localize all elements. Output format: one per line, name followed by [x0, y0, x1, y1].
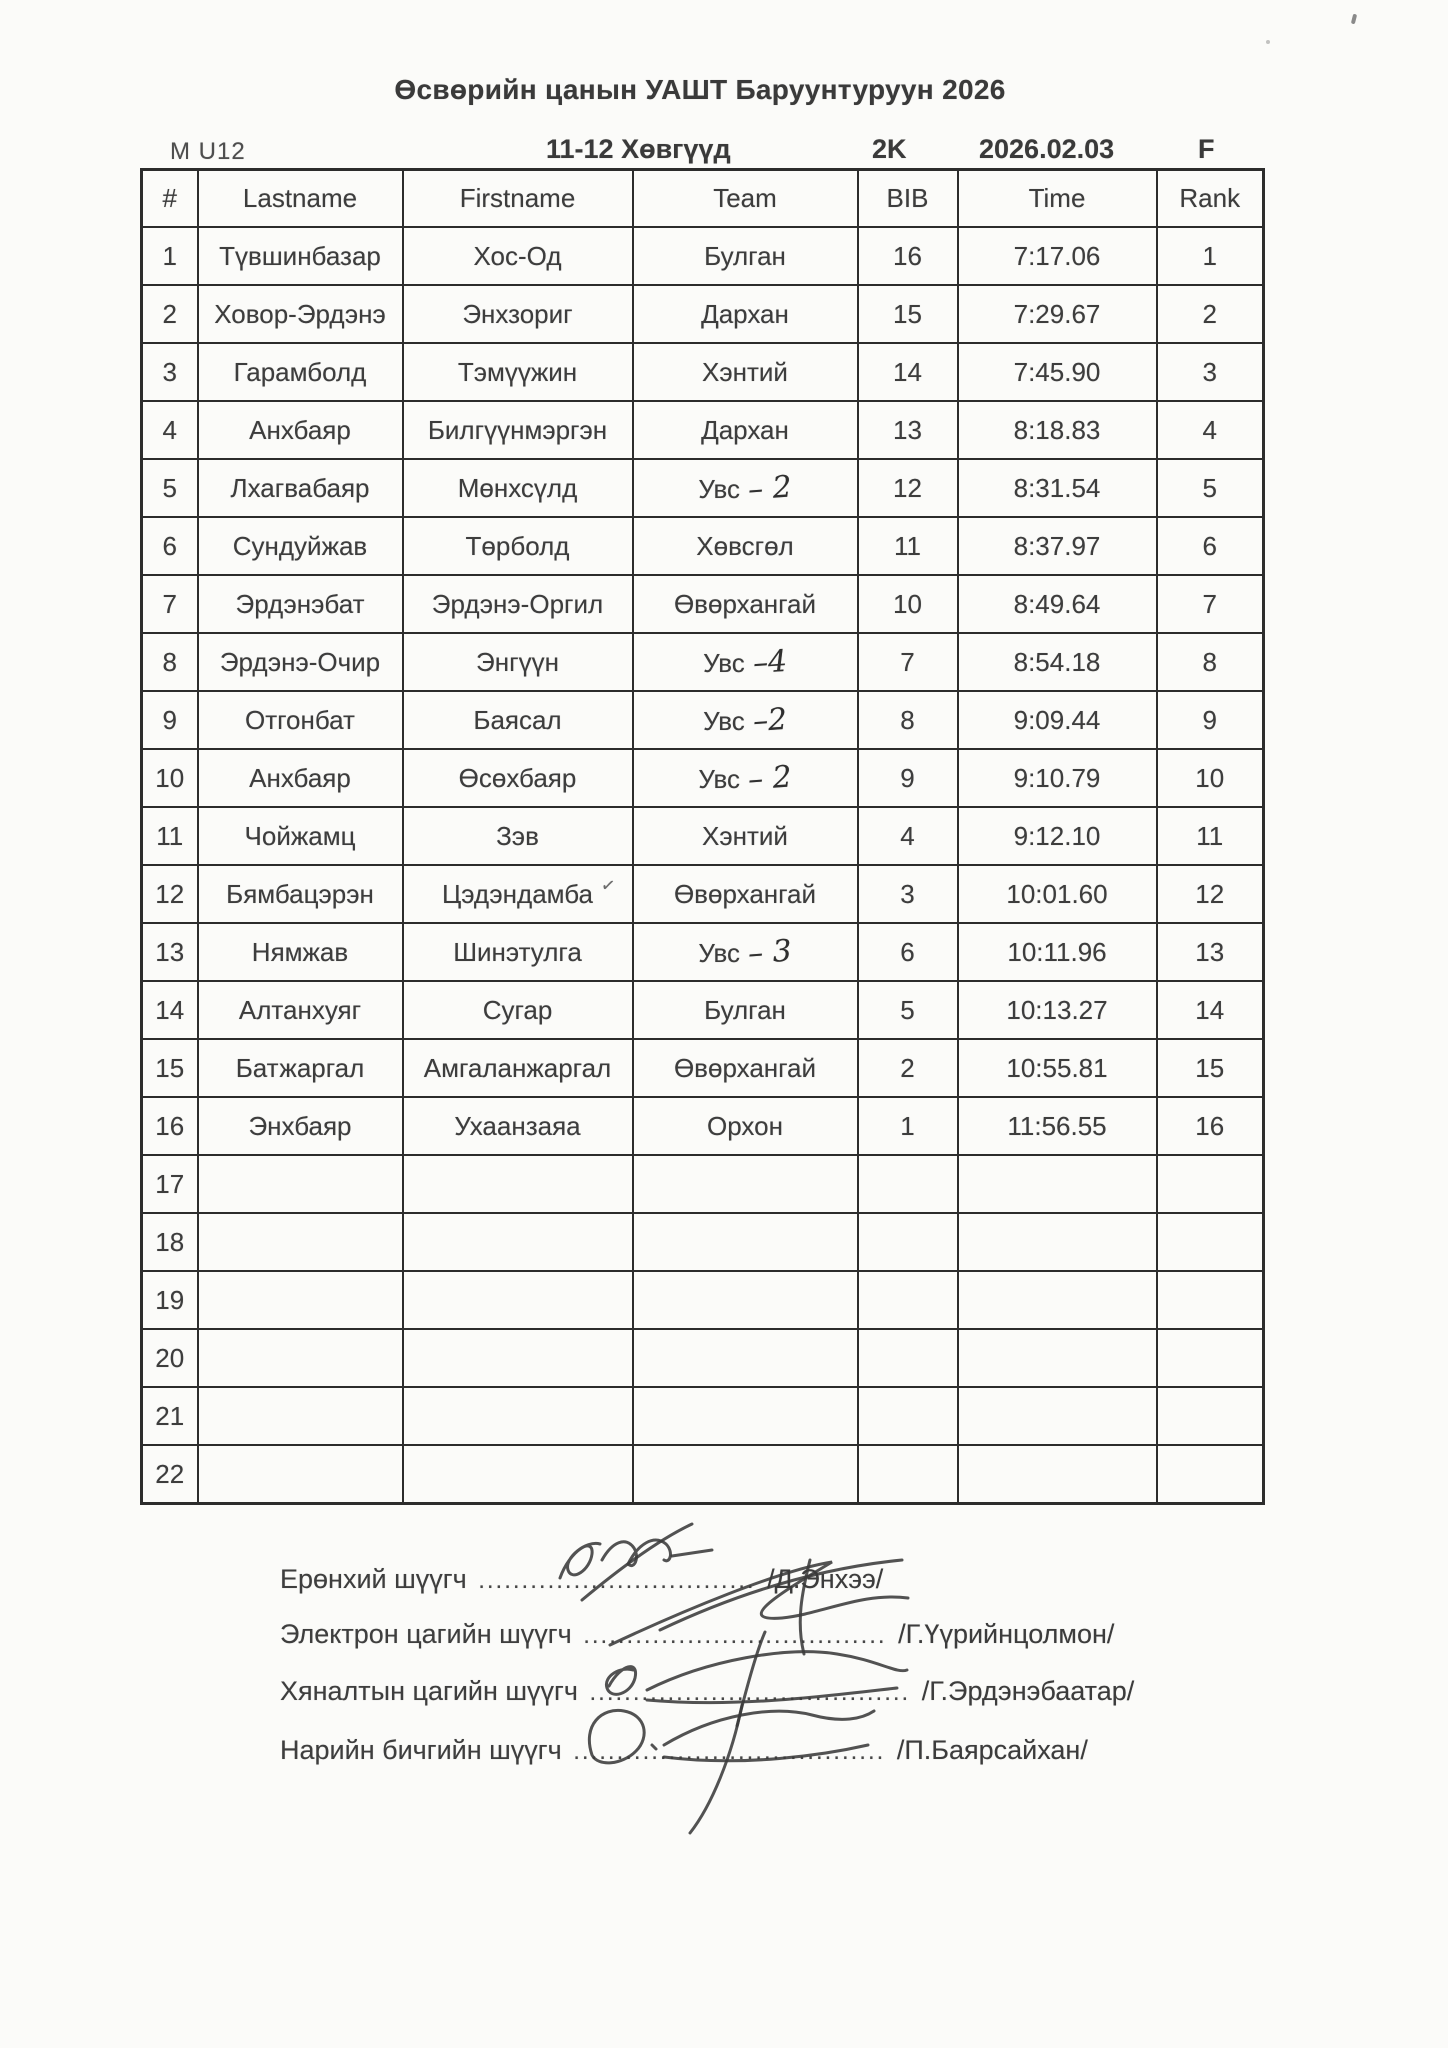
signature-label: Хяналтын цагийн шүүгч [280, 1676, 578, 1706]
cell-firstname: Хос-Од [403, 227, 633, 285]
cell-rank: 8 [1157, 633, 1264, 691]
table-row [142, 459, 1264, 517]
dotted-line: ................................ [478, 1567, 756, 1594]
header-lastname: Lastname [198, 170, 403, 228]
cell-rank: 4 [1157, 401, 1264, 459]
cell-bib: 14 [858, 343, 958, 401]
header-row [142, 170, 1264, 228]
cell-rank: 13 [1157, 923, 1264, 981]
cell-number: 10 [142, 749, 198, 807]
cell-number: 1 [142, 227, 198, 285]
cell-rank: 14 [1157, 981, 1264, 1039]
race-date: 2026.02.03 [979, 134, 1115, 164]
cell-team: Увс –4 [633, 633, 858, 691]
cell-rank [1157, 1271, 1264, 1329]
cell-bib: 6 [858, 923, 958, 981]
cell-number: 3 [142, 343, 198, 401]
cell-firstname [403, 1155, 633, 1213]
cell-team: Хэнтий [633, 343, 858, 401]
cell-lastname [198, 1213, 403, 1271]
scan-speck [1351, 14, 1357, 25]
cell-bib [858, 1213, 958, 1271]
cell-lastname: Сундуйжав [198, 517, 403, 575]
category-code: M U12 [170, 138, 246, 165]
cell-lastname: Түвшинбазар [198, 227, 403, 285]
cell-team: Дархан [633, 401, 858, 459]
cell-lastname: Анхбаяр [198, 401, 403, 459]
cell-time: 9:12.10 [958, 807, 1157, 865]
cell-team: Булган [633, 981, 858, 1039]
cell-bib: 12 [858, 459, 958, 517]
cell-rank: 12 [1157, 865, 1264, 923]
cell-rank [1157, 1213, 1264, 1271]
cell-firstname: Ухаанзаяа [403, 1097, 633, 1155]
cell-team: Хөвсгөл [633, 517, 858, 575]
cell-team: Орхон [633, 1097, 858, 1155]
cell-number: 19 [142, 1271, 198, 1329]
cell-lastname: Анхбаяр [198, 749, 403, 807]
cell-number: 12 [142, 865, 198, 923]
table-row [142, 1039, 1264, 1097]
cell-team: Дархан [633, 285, 858, 343]
cell-rank: 5 [1157, 459, 1264, 517]
cell-rank: 6 [1157, 517, 1264, 575]
cell-rank: 9 [1157, 691, 1264, 749]
cell-bib: 16 [858, 227, 958, 285]
cell-time: 10:01.60 [958, 865, 1157, 923]
cell-number: 22 [142, 1445, 198, 1504]
signature-label: Ерөнхий шүүгч [280, 1564, 467, 1594]
cell-lastname: Алтанхуяг [198, 981, 403, 1039]
cell-lastname: Ховор-Эрдэнэ [198, 285, 403, 343]
cell-firstname: Эрдэнэ-Оргил [403, 575, 633, 633]
dotted-line: ................................... [583, 1622, 887, 1649]
cell-lastname: Чойжамц [198, 807, 403, 865]
cell-team [633, 1445, 858, 1504]
cell-time: 8:37.97 [958, 517, 1157, 575]
dotted-line: ..................................... [589, 1679, 911, 1706]
cell-time: 7:29.67 [958, 285, 1157, 343]
table-row [142, 1213, 1264, 1271]
cell-number: 17 [142, 1155, 198, 1213]
cell-lastname: Эрдэнэ-Очир [198, 633, 403, 691]
cell-time [958, 1387, 1157, 1445]
table-row [142, 1445, 1264, 1504]
cell-number: 9 [142, 691, 198, 749]
cell-firstname: Цэдэндамба ✓ [403, 865, 633, 923]
cell-number: 8 [142, 633, 198, 691]
cell-team: Хэнтий [633, 807, 858, 865]
cell-bib: 8 [858, 691, 958, 749]
header-bib: BIB [858, 170, 958, 228]
cell-rank: 7 [1157, 575, 1264, 633]
cell-time: 11:56.55 [958, 1097, 1157, 1155]
cell-number: 15 [142, 1039, 198, 1097]
signature-label: Электрон цагийн шүүгч [280, 1619, 572, 1649]
cell-firstname [403, 1329, 633, 1387]
cell-time: 8:54.18 [958, 633, 1157, 691]
cell-number: 21 [142, 1387, 198, 1445]
table-row [142, 227, 1264, 285]
cell-firstname: Төрболд [403, 517, 633, 575]
cell-rank: 11 [1157, 807, 1264, 865]
table-row [142, 1329, 1264, 1387]
cell-team [633, 1387, 858, 1445]
cell-time [958, 1213, 1157, 1271]
signature-line-secretary-judge [280, 1735, 1088, 1766]
cell-time: 10:13.27 [958, 981, 1157, 1039]
cell-number: 7 [142, 575, 198, 633]
cell-lastname: Батжаргал [198, 1039, 403, 1097]
cell-lastname [198, 1155, 403, 1213]
table-row [142, 865, 1264, 923]
cell-lastname: Эрдэнэбат [198, 575, 403, 633]
cell-rank [1157, 1445, 1264, 1504]
table-row [142, 1155, 1264, 1213]
cell-time: 7:45.90 [958, 343, 1157, 401]
cell-bib [858, 1155, 958, 1213]
cell-firstname [403, 1213, 633, 1271]
cell-team: Увс –2 [633, 691, 858, 749]
signature-line-chief-judge [280, 1564, 883, 1595]
cell-time: 10:11.96 [958, 923, 1157, 981]
handwritten-check-mark: ✓ [599, 875, 617, 897]
cell-lastname: Бямбацэрэн [198, 865, 403, 923]
cell-number: 16 [142, 1097, 198, 1155]
handwritten-team-number: –4 [751, 643, 789, 681]
cell-bib: 13 [858, 401, 958, 459]
header-time: Time [958, 170, 1157, 228]
handwritten-team-number: – 2 [746, 469, 793, 507]
cell-firstname: Сугар [403, 981, 633, 1039]
cell-firstname: Мөнхсүлд [403, 459, 633, 517]
cell-lastname: Лхагвабаяр [198, 459, 403, 517]
cell-firstname: Баясал [403, 691, 633, 749]
table-row [142, 981, 1264, 1039]
table-row [142, 1387, 1264, 1445]
cell-rank: 15 [1157, 1039, 1264, 1097]
cell-team: Булган [633, 227, 858, 285]
cell-firstname [403, 1445, 633, 1504]
cell-bib [858, 1271, 958, 1329]
dotted-line: .................................... [573, 1738, 886, 1765]
cell-rank: 10 [1157, 749, 1264, 807]
cell-bib: 9 [858, 749, 958, 807]
cell-lastname [198, 1329, 403, 1387]
cell-lastname: Энхбаяр [198, 1097, 403, 1155]
table-row [142, 285, 1264, 343]
table-row [142, 1097, 1264, 1155]
cell-number: 11 [142, 807, 198, 865]
cell-rank: 3 [1157, 343, 1264, 401]
cell-team [633, 1329, 858, 1387]
document-title: Өсвөрийн цанын УАШТ Баруунтуруун 2026 [394, 74, 1006, 105]
header-rank: Rank [1157, 170, 1264, 228]
cell-number: 6 [142, 517, 198, 575]
table-row [142, 575, 1264, 633]
cell-rank [1157, 1387, 1264, 1445]
cell-bib: 15 [858, 285, 958, 343]
cell-time [958, 1155, 1157, 1213]
cell-lastname: Гарамболд [198, 343, 403, 401]
cell-number: 13 [142, 923, 198, 981]
age-group-label: 11-12 Хөвгүүд [546, 134, 731, 164]
cell-lastname: Нямжав [198, 923, 403, 981]
table-row [142, 1271, 1264, 1329]
signature-name: /Д.Энхээ/ [767, 1564, 884, 1594]
cell-lastname [198, 1387, 403, 1445]
cell-bib: 5 [858, 981, 958, 1039]
table-row [142, 923, 1264, 981]
cell-lastname [198, 1445, 403, 1504]
cell-time: 8:49.64 [958, 575, 1157, 633]
cell-lastname [198, 1271, 403, 1329]
cell-time: 9:09.44 [958, 691, 1157, 749]
cell-time [958, 1445, 1157, 1504]
results-table [140, 168, 1265, 1505]
cell-bib [858, 1445, 958, 1504]
handwritten-team-number: –2 [751, 701, 789, 739]
table-row [142, 633, 1264, 691]
cell-number: 2 [142, 285, 198, 343]
cell-team: Өвөрхангай [633, 1039, 858, 1097]
cell-time: 10:55.81 [958, 1039, 1157, 1097]
cell-time [958, 1329, 1157, 1387]
cell-rank: 2 [1157, 285, 1264, 343]
cell-firstname: Өсөхбаяр [403, 749, 633, 807]
cell-firstname: Энгүүн [403, 633, 633, 691]
race-distance: 2K [872, 134, 907, 164]
cell-time: 8:18.83 [958, 401, 1157, 459]
cell-firstname [403, 1387, 633, 1445]
cell-team: Өвөрхангай [633, 575, 858, 633]
table-row [142, 807, 1264, 865]
table-row [142, 691, 1264, 749]
cell-team [633, 1271, 858, 1329]
cell-firstname [403, 1271, 633, 1329]
header-firstname: Firstname [403, 170, 633, 228]
signature-label: Нарийн бичгийн шүүгч [280, 1735, 562, 1765]
table-row [142, 343, 1264, 401]
cell-bib: 7 [858, 633, 958, 691]
cell-bib: 4 [858, 807, 958, 865]
signature-name: /П.Баярсайхан/ [896, 1735, 1088, 1765]
cell-time: 9:10.79 [958, 749, 1157, 807]
cell-bib [858, 1329, 958, 1387]
cell-rank: 1 [1157, 227, 1264, 285]
cell-bib: 3 [858, 865, 958, 923]
signature-line-control-timing-judge [280, 1676, 1134, 1707]
cell-rank: 16 [1157, 1097, 1264, 1155]
cell-number: 14 [142, 981, 198, 1039]
header-number: # [142, 170, 198, 228]
cell-number: 20 [142, 1329, 198, 1387]
cell-bib [858, 1387, 958, 1445]
handwritten-team-number: – 3 [746, 933, 793, 971]
cell-firstname: Энхзориг [403, 285, 633, 343]
cell-team: Өвөрхангай [633, 865, 858, 923]
signature-name: /Г.Эрдэнэбаатар/ [921, 1676, 1135, 1706]
handwritten-team-number: – 2 [746, 759, 793, 797]
cell-time: 7:17.06 [958, 227, 1157, 285]
cell-bib: 10 [858, 575, 958, 633]
signature-name: /Г.Үүрийнцолмон/ [898, 1619, 1115, 1649]
scan-speck [1266, 40, 1270, 44]
cell-bib: 2 [858, 1039, 958, 1097]
header-team: Team [633, 170, 858, 228]
cell-number: 4 [142, 401, 198, 459]
cell-number: 18 [142, 1213, 198, 1271]
cell-team: Увс – 2 [633, 459, 858, 517]
cell-team: Увс – 3 [633, 923, 858, 981]
cell-firstname: Билгүүнмэргэн [403, 401, 633, 459]
table-row [142, 517, 1264, 575]
cell-rank [1157, 1155, 1264, 1213]
cell-number: 5 [142, 459, 198, 517]
cell-time [958, 1271, 1157, 1329]
status-flag: F [1198, 134, 1215, 164]
cell-bib: 1 [858, 1097, 958, 1155]
cell-firstname: Амгаланжаргал [403, 1039, 633, 1097]
cell-team [633, 1155, 858, 1213]
cell-bib: 11 [858, 517, 958, 575]
cell-time: 8:31.54 [958, 459, 1157, 517]
cell-lastname: Отгонбат [198, 691, 403, 749]
cell-firstname: Тэмүүжин [403, 343, 633, 401]
results-table-body [142, 227, 1264, 1504]
table-row [142, 749, 1264, 807]
cell-team: Увс – 2 [633, 749, 858, 807]
signature-line-electronic-timing-judge [280, 1619, 1114, 1650]
cell-firstname: Зэв [403, 807, 633, 865]
table-row [142, 401, 1264, 459]
cell-firstname: Шинэтулга [403, 923, 633, 981]
cell-rank [1157, 1329, 1264, 1387]
cell-team [633, 1213, 858, 1271]
